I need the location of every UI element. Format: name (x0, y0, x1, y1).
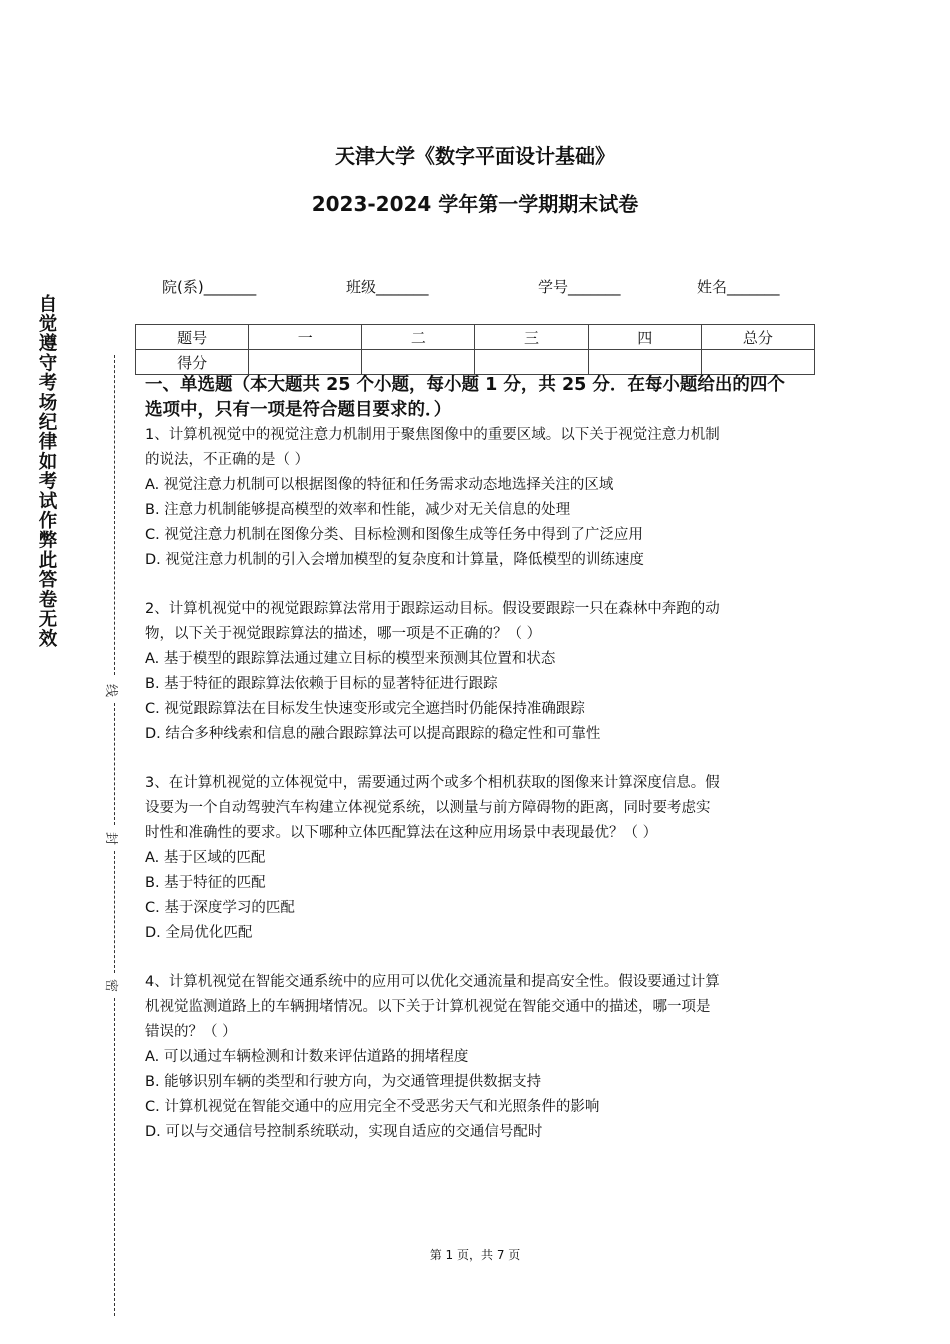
question (145, 597, 815, 747)
score-cell (249, 350, 362, 375)
binding-label-seal: 封 (103, 832, 122, 845)
binding-dashed-line (114, 851, 115, 973)
question-stem: 的说法，不正确的是（ ） (145, 452, 310, 468)
score-table-header (136, 325, 815, 350)
score-cell (588, 350, 701, 375)
side-notice: 自觉遵守考场纪律如考试作弊此答卷无效 (36, 294, 57, 649)
student-id-field[interactable]: 学号_______ (538, 278, 621, 296)
answer-option: C. 视觉注意力机制在图像分类、目标检测和图像生成等任务中得到了广泛应用 (145, 527, 643, 543)
answer-option: A. 基于区域的匹配 (145, 850, 266, 866)
exam-title-line2: 2023-2024 学年第一学期期末试卷 (311, 192, 639, 216)
question-stem: 2、计算机视觉中的视觉跟踪算法常用于跟踪运动目标。假设要跟踪一只在森林中奔跑的动 (145, 601, 720, 617)
question-stem: 3、在计算机视觉的立体视觉中，需要通过两个或多个相机获取的图像来计算深度信息。假 (145, 775, 720, 791)
header-cell: 三 (475, 325, 588, 350)
question-stem: 机视觉监测道路上的车辆拥堵情况。以下关于计算机视觉在智能交通中的描述，哪一项是 (145, 999, 711, 1015)
dept-field[interactable]: 院(系)_______ (162, 278, 257, 296)
row-label: 得分 (136, 350, 249, 375)
question-stem: 物，以下关于视觉跟踪算法的描述，哪一项是不正确的？（ ） (145, 626, 542, 642)
header-cell: 四 (588, 325, 701, 350)
binding-dashed-line (114, 998, 115, 1316)
question-stem: 4、计算机视觉在智能交通系统中的应用可以优化交通流量和提高安全性。假设要通过计算 (145, 974, 720, 990)
binding-dashed-line (114, 355, 115, 675)
header-cell: 题号 (136, 325, 249, 350)
question-stem: 错误的？（ ） (145, 1024, 237, 1040)
question-stem: 时性和准确性的要求。以下哪种立体匹配算法在这种应用场景中表现最优？（ ） (145, 825, 658, 841)
header-cell: 二 (362, 325, 475, 350)
section-heading: 选项中，只有一项是符合题目要求的．） (145, 400, 452, 420)
answer-option: B. 注意力机制能够提高模型的效率和性能，减少对无关信息的处理 (145, 502, 571, 518)
score-cell (362, 350, 475, 375)
exam-title-line1: 天津大学《数字平面设计基础》 (335, 144, 615, 168)
binding-dashed-line (114, 703, 115, 825)
score-cell (475, 350, 588, 375)
answer-option: D. 视觉注意力机制的引入会增加模型的复杂度和计算量，降低模型的训练速度 (145, 552, 644, 568)
binding-label-line: 线 (103, 684, 122, 697)
score-table (135, 324, 815, 375)
answer-option: A. 基于模型的跟踪算法通过建立目标的模型来预测其位置和状态 (145, 651, 556, 667)
answer-option: A. 可以通过车辆检测和计数来评估道路的拥堵程度 (145, 1049, 469, 1065)
header-cell: 总分 (701, 325, 814, 350)
answer-option: B. 能够识别车辆的类型和行驶方向，为交通管理提供数据支持 (145, 1074, 542, 1090)
answer-option: C. 视觉跟踪算法在目标发生快速变形或完全遮挡时仍能保持准确跟踪 (145, 701, 585, 717)
question (145, 771, 815, 946)
header-cell: 一 (249, 325, 362, 350)
answer-option: D. 结合多种线索和信息的融合跟踪算法可以提高跟踪的稳定性和可靠性 (145, 726, 601, 742)
question (145, 970, 815, 1145)
answer-option: C. 计算机视觉在智能交通中的应用完全不受恶劣天气和光照条件的影响 (145, 1099, 600, 1115)
answer-option: B. 基于特征的跟踪算法依赖于目标的显著特征进行跟踪 (145, 676, 498, 692)
page-footer: 第 1 页，共 7 页 (429, 1248, 521, 1262)
score-table-row (136, 350, 815, 375)
answer-option: A. 视觉注意力机制可以根据图像的特征和任务需求动态地选择关注的区域 (145, 477, 614, 493)
question-stem: 设要为一个自动驾驶汽车构建立体视觉系统，以测量与前方障碍物的距离，同时要考虑实 (145, 800, 711, 816)
answer-option: B. 基于特征的匹配 (145, 875, 266, 891)
question (145, 423, 815, 573)
binding-label-secret: 密 (103, 979, 122, 992)
answer-option: C. 基于深度学习的匹配 (145, 900, 295, 916)
question-stem: 1、计算机视觉中的视觉注意力机制用于聚焦图像中的重要区域。以下关于视觉注意力机制 (145, 427, 720, 443)
answer-option: D. 可以与交通信号控制系统联动，实现自适应的交通信号配时 (145, 1124, 543, 1140)
name-field[interactable]: 姓名_______ (697, 278, 780, 296)
answer-option: D. 全局优化匹配 (145, 925, 253, 941)
question-list (145, 423, 815, 1145)
section-heading: 一、单选题（本大题共 25 个小题，每小题 1 分，共 25 分．在每小题给出的四个 (145, 375, 785, 395)
score-cell (701, 350, 814, 375)
exam-content (145, 373, 815, 1169)
class-field[interactable]: 班级_______ (346, 278, 429, 296)
